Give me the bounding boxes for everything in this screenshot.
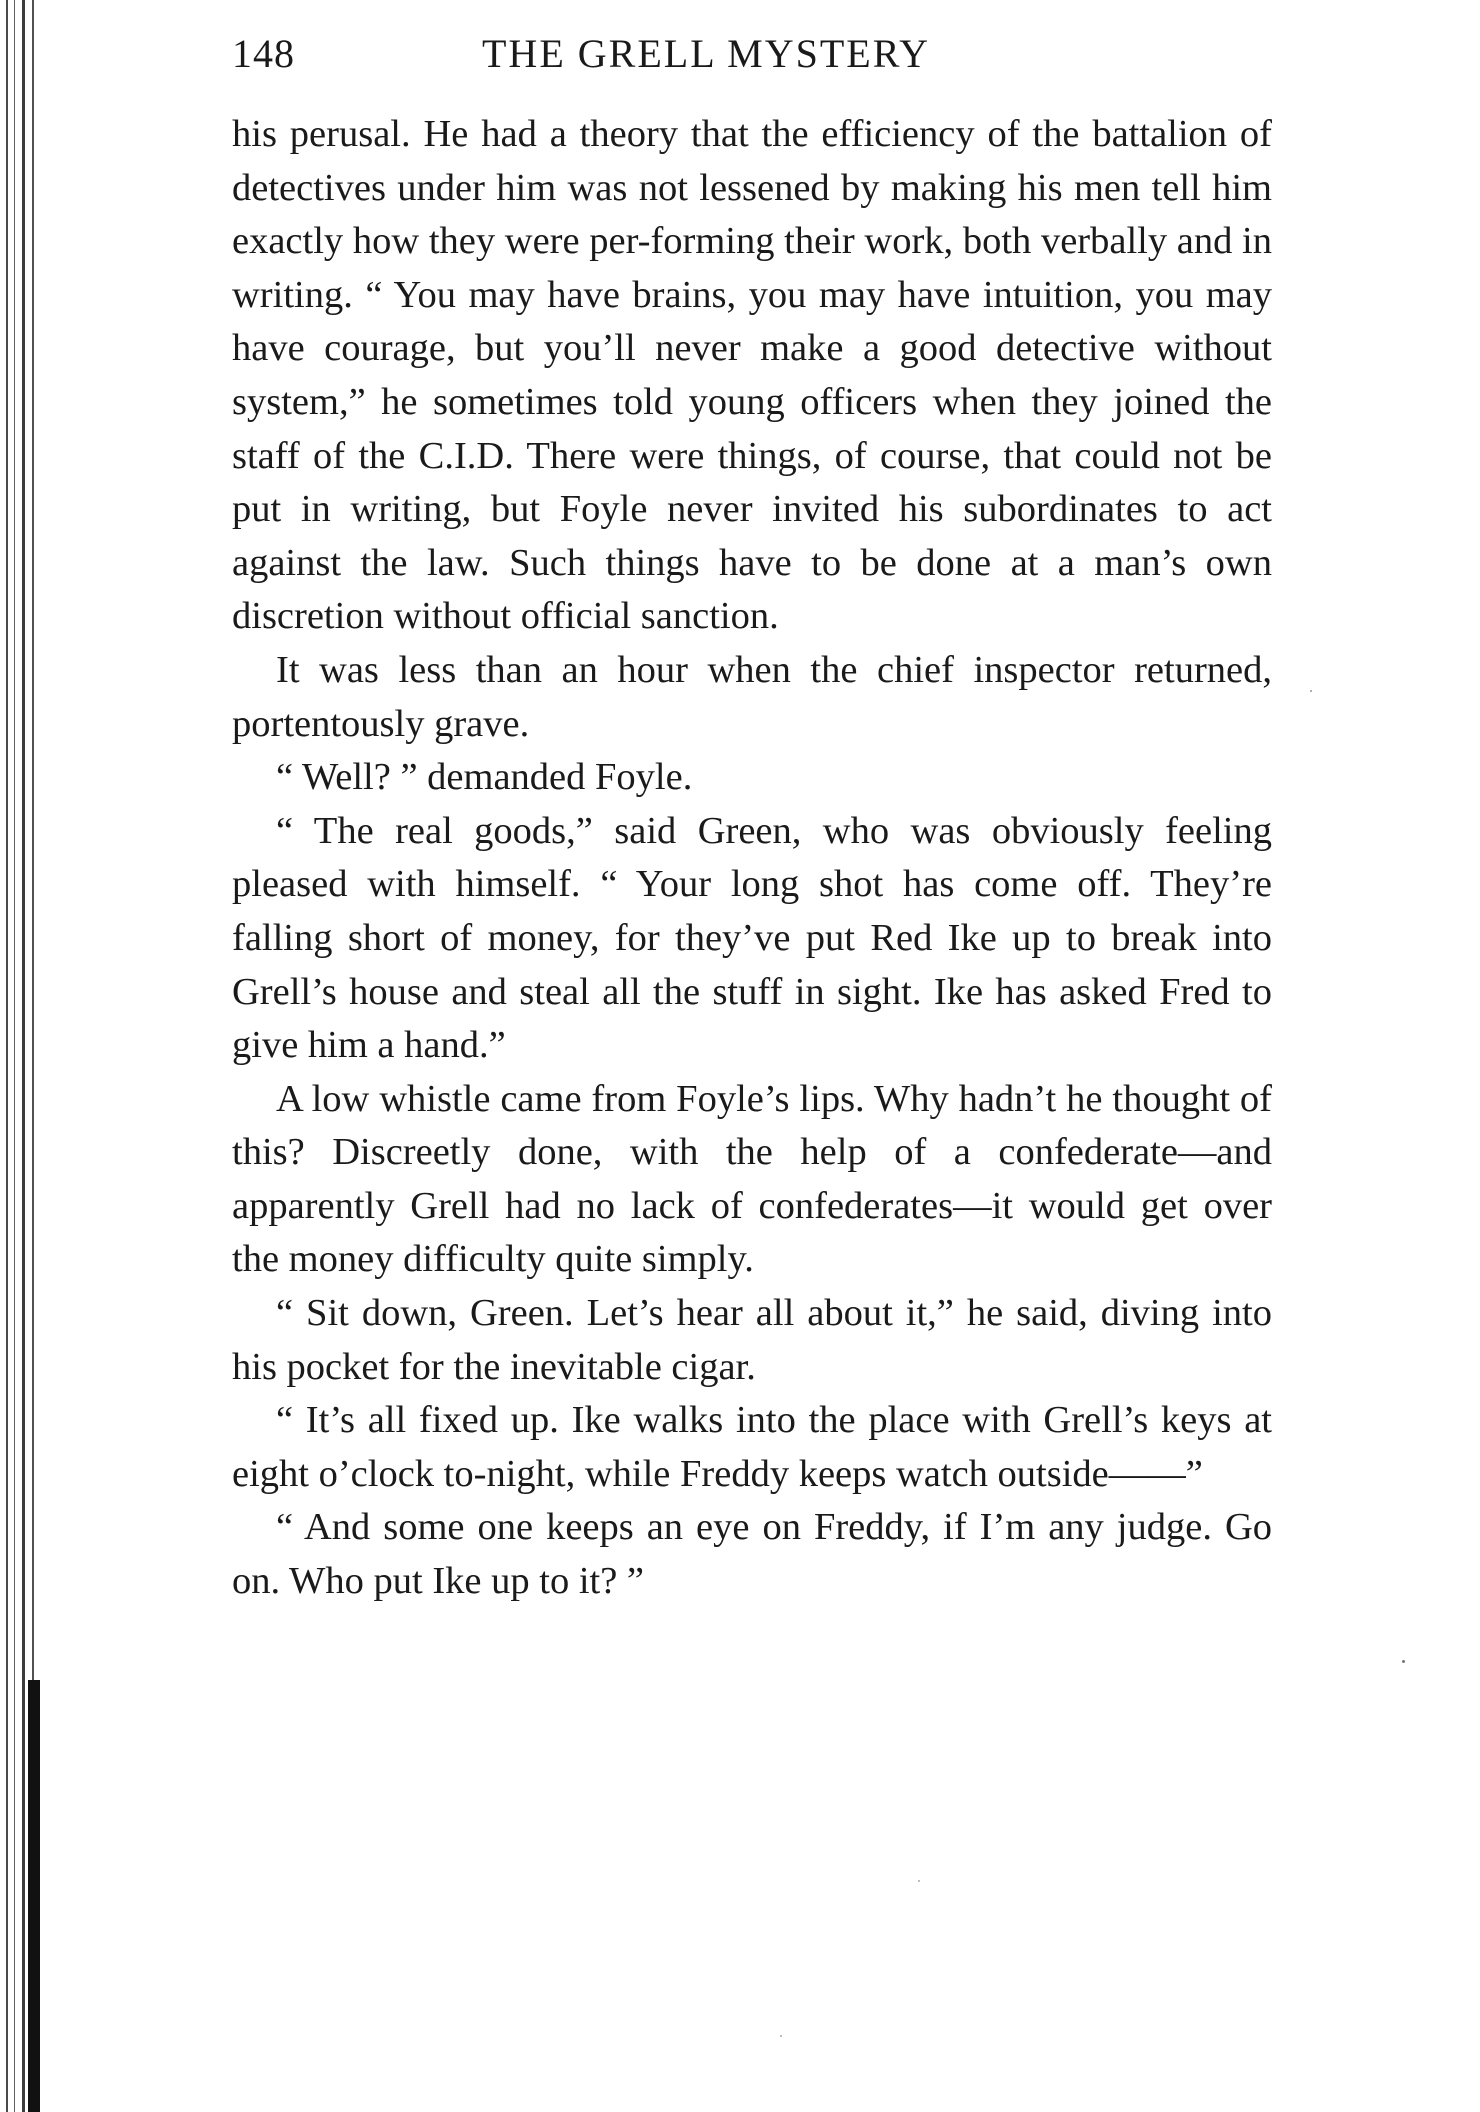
paper-speck bbox=[1310, 690, 1312, 692]
paragraph: It was less than an hour when the chief inspector returned, portentously grave. bbox=[232, 648, 1272, 745]
paragraph: “ And some one keeps an eye on Freddy, if I’m any judge. Go on. Who put Ike up to it? ” bbox=[232, 1506, 1272, 1603]
binding-shadow bbox=[28, 1680, 40, 2112]
paragraph: “ Well? ” demanded Foyle. bbox=[276, 756, 693, 799]
page-binding-edge bbox=[0, 0, 50, 2112]
running-header bbox=[232, 30, 1272, 90]
paper-speck bbox=[918, 1880, 920, 1882]
paper-speck bbox=[780, 2035, 782, 2037]
paragraph: his perusal. He had a theory that the efficiency of the battalion of detectives under him was not lessened by making his men tell him exactly how they were per-forming their work, both verbally and in writing. “ You may have brains, you may have intuition, you may have courage, but you’ll never make a good detective without system,” he sometimes told young officers when they joined the staff of the C.I.D. There were things, of course, that could not be put in writing, but Foyle never invited his subordinates to act against the law. Such things have to be done at a man’s own discretion without official sanction. bbox=[232, 113, 1272, 638]
paragraph: “ It’s all fixed up. Ike walks into the place with Grell’s keys at eight o’clock to-night, while Freddy keeps watch outside——” bbox=[232, 1399, 1272, 1495]
running-title: THE GRELL MYSTERY bbox=[482, 31, 931, 76]
paragraph: A low whistle came from Foyle’s lips. Why hadn’t he thought of this? Discreetly done, with the help of a confederate—and apparently Grell had no lack of confederates—it would get over the money difficulty quite simply. bbox=[232, 1077, 1272, 1281]
paragraph: “ The real goods,” said Green, who was obviously feeling pleased with himself. “ Your long shot has come off. They’re falling short of money, for they’ve put Red Ike up to break into Grell’s house and steal all the stuff in sight. Ike has asked Fred to give him a hand.” bbox=[232, 809, 1272, 1067]
paper-speck bbox=[1402, 1660, 1405, 1663]
paragraph: “ Sit down, Green. Let’s hear all about it,” he said, diving into his pocket for the inevitable cigar. bbox=[232, 1292, 1272, 1388]
body-text bbox=[232, 108, 1272, 1609]
page-number: 148 bbox=[232, 31, 295, 76]
